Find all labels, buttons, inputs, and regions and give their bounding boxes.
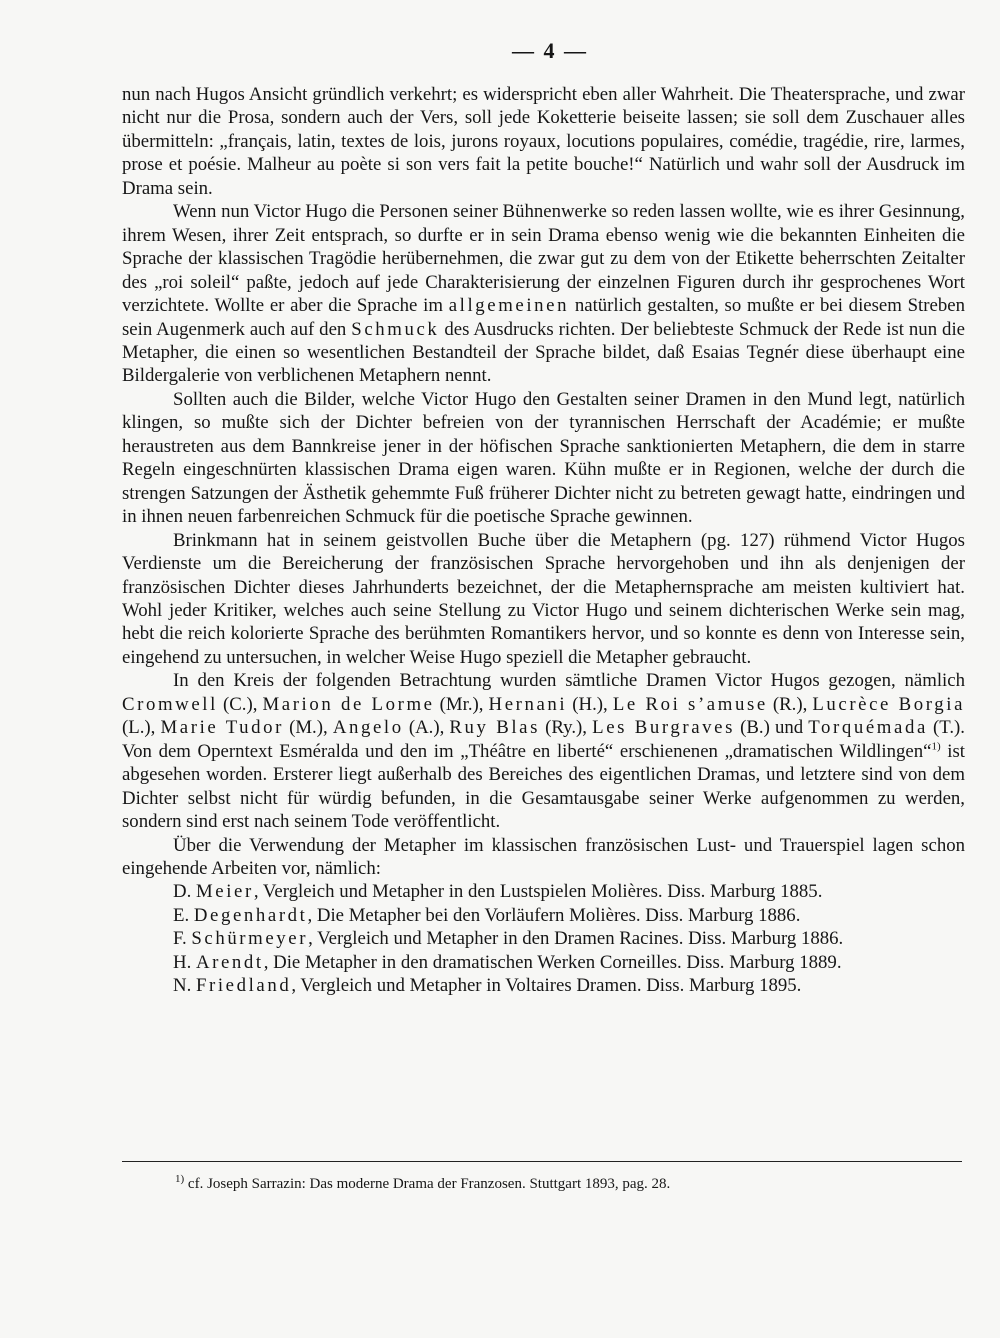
text-run: des Ausdrucks richten. Der beliebteste Schmuck der Rede ist nun die Metapher, die einen so wesentlichen Bestandteil der Sprache bildet, daß Esaias Tegnér diese überhaupt eine Bildergalerie von verblichenen Metaphern nennt. — [122, 318, 965, 387]
reference-author: Schürmeyer — [191, 928, 309, 950]
spaced-term: Marie Tudor — [160, 717, 284, 739]
page-number: — 4 — — [512, 38, 588, 63]
paragraph-p2 — [122, 200, 965, 388]
reference-item — [173, 904, 965, 927]
text-run: (M.), — [283, 717, 333, 739]
reference-rest: , Vergleich und Metapher in Voltaires Dramen. Diss. Marburg 1895. — [291, 975, 802, 997]
footnote-rule — [122, 1161, 962, 1162]
reference-item — [173, 927, 965, 950]
body-text — [122, 83, 965, 998]
spaced-term: Les Burgraves — [592, 717, 736, 739]
reference-initial: D. — [173, 881, 196, 903]
text-run: (H.), — [567, 693, 613, 715]
footnote-mark: 1) — [175, 1173, 185, 1185]
reference-rest: , Die Metapher bei den Vorläufern Molières. Diss. Marburg 1886. — [307, 904, 801, 926]
text-run: ist abgesehen worden. Ersterer liegt außerhalb des Bereiches des eigentlichen Dramas, und letztere sind von dem Dichter selbst nicht für würdig befunden, in die Gesamtausgabe seiner Werke aufgenommen zu werden, sondern sind erst nach seinem Tode veröffentlicht. — [122, 740, 966, 833]
spaced-term: Hernani — [488, 693, 568, 715]
spaced-term: Le Roi s’amuse — [612, 693, 768, 715]
reference-initial: E. — [173, 904, 194, 926]
text-run: (Ry.), — [540, 717, 593, 739]
footnote-ref: 1) — [931, 740, 941, 753]
text-run: Brinkmann hat in seinem geistvollen Buche über die Metaphern (pg. 127) rühmend Victor Hugos Verdienste um die Bereicherung der französischen Sprache hervorgehoben und ihn als denjenigen der französischen Dichter dieses Jahrhunderts bezeichnet, der die Metaphernsprache am meisten kultiviert hat. Wohl jeder Kritiker, welches auch seine Stellung zu Victor Hugo und seinem dichterischen Werke sein mag, hebt die reich kolorierte Sprache des berühmten Romantikers hervor, und so konnte es denn von Interesse sein, eingehend zu untersuchen, in welcher Weise Hugo speziell die Metapher gebraucht. — [122, 529, 965, 668]
text-run: Über die Verwendung der Metapher im klassischen französischen Lust- und Trauerspiel lagen schon eingehende Arbeiten vor, nämlich: — [122, 834, 965, 879]
spaced-term: Marion de Lorme — [262, 693, 435, 715]
paragraph-p1 — [122, 83, 965, 200]
paragraph-p6 — [122, 834, 965, 881]
paragraphs — [122, 83, 965, 880]
spaced-term: Torquémada — [808, 717, 928, 739]
reference-author: Degenhardt — [193, 904, 308, 926]
text-run: In den Kreis der folgenden Betrachtung wurden sämtliche Dramen Victor Hugos gezogen, nämlich — [173, 670, 965, 692]
reference-item — [173, 880, 965, 903]
text-run: Wenn nun Victor Hugo die Personen seiner Bühnenwerke so reden lassen wollte, wie es ihrer Gesinnung, ihrem Wesen, ihrer Zeit entsprach, so durfte er in sein Drama ebenso wenig wie die bekannten Einheiten die Sprache der klassischen Tragödie herübernehmen, die zwar gut zu dem von der Etikette beherrschten Zeitalter des „roi soleil“ paßte, jedoch auf jede Charakterisierung der einzelnen Figuren durch ihr gesprochenes Wort verzichtete. Wollte er aber die Sprache im — [122, 201, 965, 317]
spaced-term: Lucrèce Borgia — [812, 693, 966, 715]
reference-item — [173, 974, 965, 997]
reference-author: Meier — [195, 881, 254, 903]
spaced-term: Cromwell — [122, 693, 218, 715]
footnote — [175, 1174, 935, 1194]
footnote-text: cf. Joseph Sarrazin: Das moderne Drama der Franzosen. Stuttgart 1893, pag. 28. — [184, 1176, 671, 1192]
text-run: (T.). Von dem Operntext Esméralda und den im „Théâtre en liberté“ erschienenen „dramatischen Wildlingen“ — [122, 717, 965, 762]
reference-rest: , Vergleich und Metapher in den Dramen Racines. Diss. Marburg 1886. — [308, 928, 844, 950]
paragraph-p4 — [122, 529, 965, 670]
reference-author: Friedland — [195, 975, 292, 997]
text-run: natürlich gestalten, so mußte er bei diesem Streben sein Augenmerk auch auf den — [122, 295, 965, 340]
text-run: nun nach Hugos Ansicht gründlich verkehrt; es widerspricht eben aller Wahrheit. Die Theatersprache, und zwar nicht nur die Prosa, sondern auch der Vers, soll jede Koketterie beiseite lassen; sie soll dem Zuschauer alles übermitteln: „français, latin, textes de lois, jurons royaux, locutions populaires, comédie, tragédie, rire, larmes, prose et poésie. Malheur au poète si son vers fait la petite bouche!“ Natürlich und wahr soll der Ausdruck im Drama sein. — [122, 84, 965, 199]
reference-initial: H. — [173, 951, 196, 973]
text-run: (L.), — [122, 717, 161, 739]
text-run: (Mr.), — [434, 693, 489, 715]
text-run: (B.) und — [735, 717, 809, 739]
reference-rest: , Die Metapher in den dramatischen Werken Corneilles. Diss. Marburg 1889. — [263, 951, 842, 973]
text-run: (C.), — [217, 693, 263, 715]
text-run: (A.), — [403, 717, 450, 739]
reference-item — [173, 951, 965, 974]
text-run: (R.), — [767, 693, 813, 715]
reference-initial: N. — [173, 975, 196, 997]
spaced-term: Angelo — [332, 717, 404, 739]
spaced-term: Ruy Blas — [449, 717, 541, 739]
spaced-term: Schmuck — [351, 318, 440, 340]
reference-author: Arendt — [195, 951, 264, 973]
reference-initial: F. — [173, 928, 192, 950]
text-run: Sollten auch die Bilder, welche Victor Hugo den Gestalten seiner Dramen in den Mund legt, natürlich klingen, so mußte sich der Dichter befreien von der tyrannischen Herrschaft der Académie; er mußte heraustreten aus dem Bannkreise jener in der höfischen Sprache sanktionierten Metaphern, die dem in starre Regeln eingeschnürten klassischen Drama eigen waren. Kühn mußte er in Regionen, welche der durch die strengen Satzungen der Ästhetik gehemmte Fuß früherer Dichter nicht zu betreten gewagt hatte, eindringen und in ihnen neuen farbenreichen Schmuck für die poetische Sprache gewinnen. — [122, 388, 965, 528]
paragraph-p3 — [122, 388, 965, 529]
paragraph-p5 — [122, 669, 965, 833]
reference-list — [122, 880, 965, 997]
spaced-term: allgemeinen — [448, 295, 570, 317]
reference-rest: , Vergleich und Metapher in den Lustspielen Molières. Diss. Marburg 1885. — [253, 881, 823, 903]
